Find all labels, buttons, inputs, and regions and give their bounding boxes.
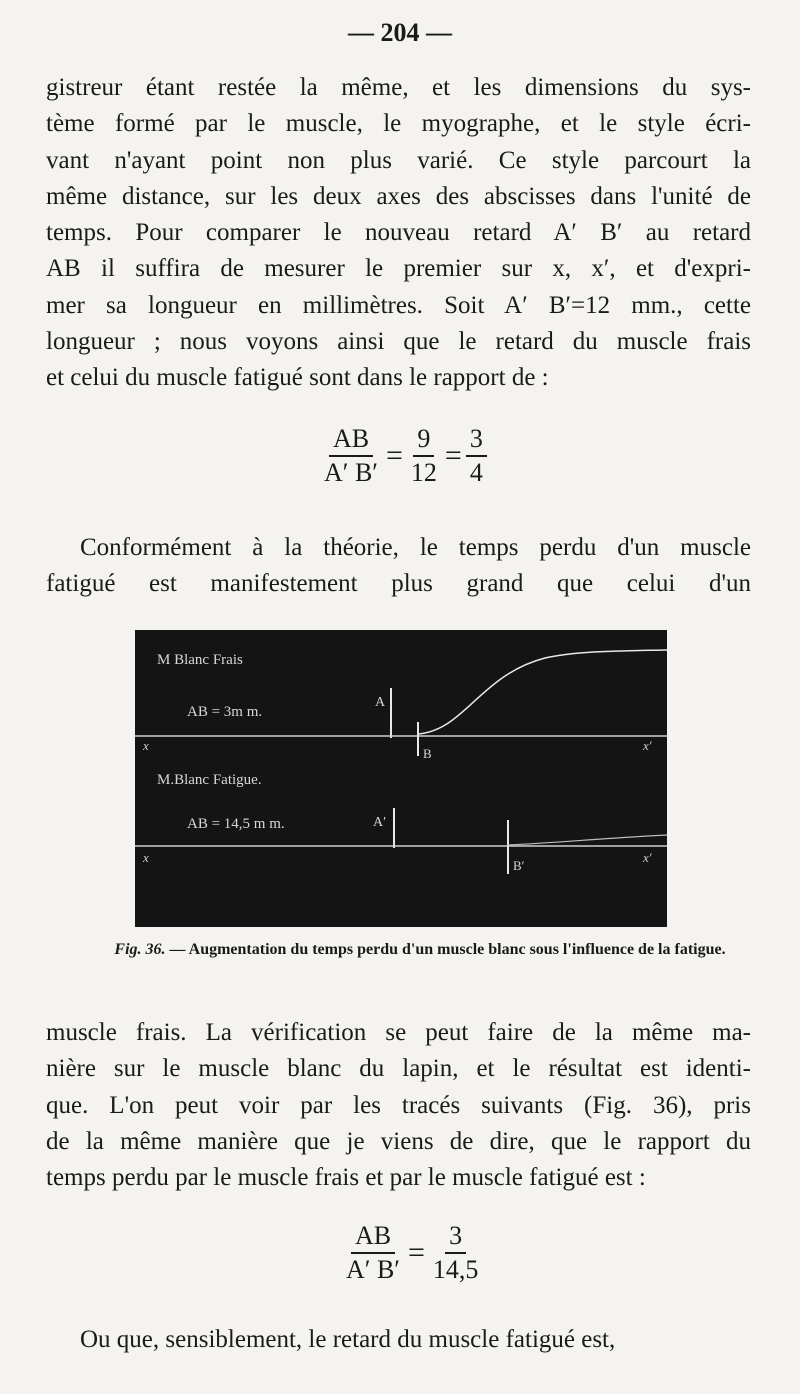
- text-line: vant n'ayant point non plus varié. Ce style parcourt la: [46, 146, 751, 174]
- fraction: [342, 1222, 404, 1284]
- text-line: même distance, sur les deux axes des abscisses dans l'unité de: [46, 182, 751, 210]
- text-line: muscle frais. La vérification se peut faire de la même ma-: [46, 1019, 751, 1046]
- text-line: fatigué est manifestement plus grand que celui d'un: [46, 570, 751, 598]
- text-line: temps perdu par le muscle frais et par le muscle fatigué est :: [46, 1164, 646, 1192]
- caption-text: — Augmentation du temps perdu d'un muscle blanc sous l'influence de la fatigue.: [169, 941, 726, 958]
- figure-caption: [80, 940, 760, 960]
- top-trace-title: M Blanc Frais: [157, 652, 243, 668]
- bottom-axis-right: x′: [643, 850, 652, 865]
- numerator: AB: [351, 1222, 395, 1254]
- equals-sign: =: [386, 439, 403, 472]
- denominator: A′ B′: [324, 458, 378, 487]
- text-line: Conformément à la théorie, le temps perdu d'un muscle: [80, 534, 751, 561]
- text-line: Ou que, sensiblement, le retard du muscle fatigué est,: [80, 1326, 616, 1353]
- text-line: gistreur étant restée la même, et les dimensions du sys-: [46, 74, 751, 101]
- numerator: 9: [413, 425, 434, 457]
- equation-ratio-1: [318, 425, 489, 487]
- top-label-a: A: [375, 695, 386, 710]
- text-line: temps. Pour comparer le nouveau retard A′ B′ au retard: [46, 219, 751, 247]
- numerator: AB: [329, 425, 373, 457]
- bottom-trace-measure: AB = 14,5 m m.: [187, 816, 285, 832]
- equals-sign: =: [444, 439, 462, 472]
- text-line: mer sa longueur en millimètres. Soit A′ B′=12 mm., cette: [46, 291, 751, 319]
- paragraph-4: [46, 1322, 751, 1358]
- text-line: tème formé par le muscle, le myographe, et le style écri-: [46, 110, 751, 138]
- paragraph-3: [46, 1015, 751, 1196]
- text-line: AB il suffira de mesurer le premier sur x, x′, et d'expri-: [46, 255, 751, 283]
- top-trace-measure: AB = 3m m.: [187, 704, 263, 720]
- text-line: et celui du muscle fatigué sont dans le rapport de :: [46, 364, 549, 392]
- denominator: 12: [410, 458, 437, 487]
- numerator: 3: [466, 425, 487, 457]
- tracing-image: [135, 630, 667, 927]
- bottom-axis-left: x: [143, 850, 149, 865]
- bottom-label-a: A′: [373, 815, 387, 830]
- equation-ratio-2: [340, 1222, 484, 1284]
- equals-sign: =: [408, 1236, 425, 1269]
- numerator: 3: [445, 1222, 466, 1254]
- page-number: — 204 —: [348, 18, 452, 47]
- fraction: [320, 425, 382, 487]
- text-line: que. L'on peut voir par les tracés suivants (Fig. 36), pris: [46, 1091, 751, 1119]
- fraction: [466, 425, 487, 487]
- figure-reference: Fig. 36.: [114, 941, 166, 958]
- paragraph-2: [46, 530, 751, 603]
- top-axis-left: x: [143, 738, 149, 753]
- text-line: de la même manière que je viens de dire, que le rapport du: [46, 1127, 751, 1155]
- text-line: nière sur le muscle blanc du lapin, et le résultat est identi-: [46, 1055, 751, 1083]
- fraction: [407, 425, 441, 487]
- bottom-trace-title: M.Blanc Fatigue.: [157, 772, 262, 788]
- paragraph-1: [46, 70, 751, 397]
- text-line: longueur ; nous voyons ainsi que le retard du muscle frais: [46, 328, 751, 356]
- figure-36-myograph-tracing: [135, 630, 667, 927]
- denominator: 4: [469, 458, 483, 487]
- top-label-b: B: [423, 746, 432, 761]
- denominator: 14,5: [432, 1255, 479, 1284]
- denominator: A′ B′: [346, 1255, 400, 1284]
- bottom-label-b: B′: [513, 858, 525, 873]
- top-axis-right: x′: [643, 738, 652, 753]
- fraction: [429, 1222, 483, 1284]
